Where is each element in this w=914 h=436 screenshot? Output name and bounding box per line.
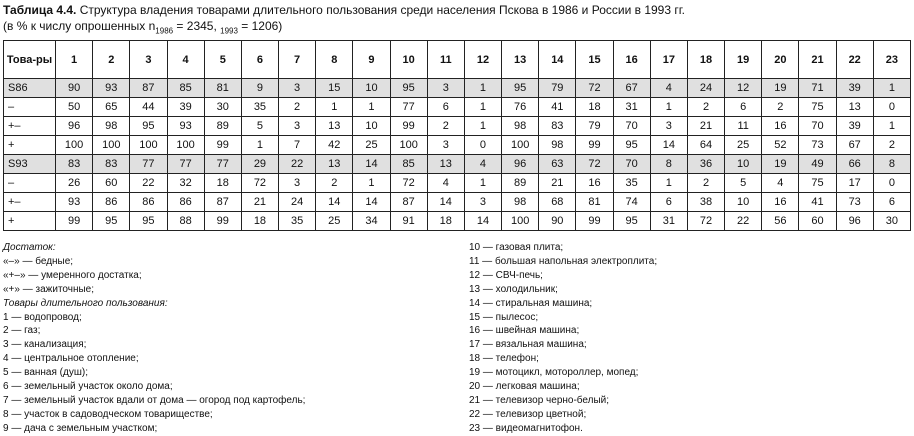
table-cell: 2 [427, 117, 464, 136]
table-cell: 21 [241, 193, 278, 212]
legend-item: 22 — телевизор цветной; [469, 408, 587, 420]
legend-item: Товары длительного пользования: [3, 297, 168, 309]
table-cell: 99 [204, 136, 241, 155]
table-cell: 2 [873, 136, 910, 155]
table-cell: 30 [873, 212, 910, 231]
table-cell: 100 [390, 136, 427, 155]
table-cell: 79 [539, 79, 576, 98]
table-cell: 35 [241, 98, 278, 117]
table-cell: 16 [762, 117, 799, 136]
table-cell: 16 [576, 174, 613, 193]
row-label: +– [4, 117, 56, 136]
table-cell: 66 [836, 155, 873, 174]
table-row [4, 98, 911, 117]
table-cell: 10 [353, 117, 390, 136]
table-cell: 2 [762, 98, 799, 117]
table-cell: 98 [502, 193, 539, 212]
subtitle-part: (в % к числу опрошенных n [3, 19, 156, 33]
table-cell: 3 [279, 117, 316, 136]
table-cell: 77 [390, 98, 427, 117]
legend-item: 15 — пылесос; [469, 311, 539, 323]
table-cell: 95 [390, 79, 427, 98]
table-cell: 90 [56, 79, 93, 98]
table-cell: 95 [93, 212, 130, 231]
table-cell: 1 [650, 174, 687, 193]
table-cell: 26 [56, 174, 93, 193]
ownership-table [3, 40, 911, 231]
table-cell: 3 [279, 174, 316, 193]
table-cell: 3 [427, 79, 464, 98]
table-cell: 19 [762, 79, 799, 98]
table-cell: 39 [167, 98, 204, 117]
legend-item: 5 — ванная (душ); [3, 367, 88, 379]
table-cell: 95 [130, 212, 167, 231]
table-cell: 98 [539, 136, 576, 155]
table-cell: 44 [130, 98, 167, 117]
table-cell: 99 [390, 117, 427, 136]
table-cell: 96 [502, 155, 539, 174]
table-cell: 100 [93, 136, 130, 155]
table-cell: 56 [762, 212, 799, 231]
column-header: 8 [316, 41, 353, 79]
table-cell: 87 [390, 193, 427, 212]
legend-item: 9 — дача с земельным участком; [3, 422, 158, 434]
table-cell: 72 [576, 79, 613, 98]
table-cell: 50 [56, 98, 93, 117]
table-cell: 60 [93, 174, 130, 193]
table-cell: 15 [316, 79, 353, 98]
column-header: 23 [873, 41, 910, 79]
column-header: 17 [650, 41, 687, 79]
table-cell: 86 [167, 193, 204, 212]
legend-item: 12 — СВЧ-печь; [469, 269, 543, 281]
table-cell: 2 [687, 98, 724, 117]
table-cell: 83 [93, 155, 130, 174]
table-cell: 1 [650, 98, 687, 117]
legend-left [3, 241, 305, 436]
column-header: 15 [576, 41, 613, 79]
column-header: 19 [725, 41, 762, 79]
table-cell: 95 [130, 117, 167, 136]
table-cell: 42 [316, 136, 353, 155]
column-header: 7 [279, 41, 316, 79]
legend-item: «–» — бедные; [3, 255, 74, 267]
table-row [4, 117, 911, 136]
table-row [4, 79, 911, 98]
table-cell: 1 [464, 79, 501, 98]
table-cell: 12 [725, 79, 762, 98]
row-label: +– [4, 193, 56, 212]
table-cell: 18 [427, 212, 464, 231]
row-label: – [4, 98, 56, 117]
table-cell: 70 [613, 155, 650, 174]
table-cell: 73 [836, 193, 873, 212]
table-cell: 1 [353, 174, 390, 193]
table-cell: 83 [56, 155, 93, 174]
table-cell: 39 [836, 79, 873, 98]
column-header: 18 [687, 41, 724, 79]
table-cell: 64 [687, 136, 724, 155]
table-cell: 10 [725, 193, 762, 212]
column-header: 10 [390, 41, 427, 79]
table-row [4, 212, 911, 231]
table-cell: 19 [762, 155, 799, 174]
table-cell: 99 [576, 212, 613, 231]
table-cell: 1 [873, 117, 910, 136]
table-cell: 3 [650, 117, 687, 136]
column-header: 3 [130, 41, 167, 79]
legend-item: 10 — газовая плита; [469, 242, 564, 253]
table-cell: 1 [316, 98, 353, 117]
table-cell: 38 [687, 193, 724, 212]
table-cell: 8 [650, 155, 687, 174]
table-cell: 67 [613, 79, 650, 98]
column-header: 16 [613, 41, 650, 79]
table-row [4, 193, 911, 212]
table-cell: 39 [836, 117, 873, 136]
column-header: 5 [204, 41, 241, 79]
table-cell: 91 [390, 212, 427, 231]
table-cell: 0 [873, 98, 910, 117]
table-cell: 68 [539, 193, 576, 212]
table-cell: 34 [353, 212, 390, 231]
table-cell: 41 [539, 98, 576, 117]
table-cell: 89 [204, 117, 241, 136]
table-cell: 13 [316, 155, 353, 174]
legend-item: 23 — видеомагнитофон. [469, 422, 583, 434]
table-cell: 2 [687, 174, 724, 193]
table-cell: 60 [799, 212, 836, 231]
table-cell: 4 [464, 155, 501, 174]
legend-item: «+» — зажиточные; [3, 283, 95, 295]
table-cell: 98 [93, 117, 130, 136]
table-cell: 1 [873, 79, 910, 98]
legend-item: 1 — водопровод; [3, 311, 82, 323]
table-cell: 31 [613, 98, 650, 117]
table-cell: 4 [650, 79, 687, 98]
table-cell: 4 [427, 174, 464, 193]
table-cell: 1 [464, 98, 501, 117]
table-cell: 4 [762, 174, 799, 193]
table-row [4, 155, 911, 174]
table-cell: 9 [241, 79, 278, 98]
table-row [4, 174, 911, 193]
column-header: 4 [167, 41, 204, 79]
table-cell: 72 [241, 174, 278, 193]
table-cell: 8 [873, 155, 910, 174]
legend-item: 18 — телефон; [469, 353, 539, 365]
table-cell: 14 [464, 212, 501, 231]
table-cell: 22 [279, 155, 316, 174]
table-cell: 70 [613, 117, 650, 136]
table-cell: 77 [167, 155, 204, 174]
table-cell: 72 [576, 155, 613, 174]
header-label: Това-ры [4, 41, 56, 79]
table-cell: 18 [576, 98, 613, 117]
table-cell: 63 [539, 155, 576, 174]
table-cell: 14 [427, 193, 464, 212]
legend-item: 14 — стиральная машина; [469, 297, 593, 309]
subtitle-part: = 1206) [237, 19, 283, 33]
table-cell: 100 [502, 212, 539, 231]
table-cell: 75 [799, 174, 836, 193]
table-cell: 89 [502, 174, 539, 193]
subtitle-index: 1986 [155, 26, 174, 36]
table-cell: 7 [279, 136, 316, 155]
column-header: 13 [502, 41, 539, 79]
subtitle-index: 1993 [220, 26, 238, 36]
table-cell: 49 [799, 155, 836, 174]
subtitle-part: = 2345, [173, 19, 221, 33]
column-header: 2 [93, 41, 130, 79]
table-cell: 99 [204, 212, 241, 231]
table-cell: 95 [613, 212, 650, 231]
row-label: S93 [4, 155, 56, 174]
table-title [3, 3, 685, 18]
table-cell: 95 [502, 79, 539, 98]
table-cell: 85 [390, 155, 427, 174]
table-cell: 24 [279, 193, 316, 212]
table-cell: 18 [204, 174, 241, 193]
table-cell: 17 [836, 174, 873, 193]
column-header: 11 [427, 41, 464, 79]
table-cell: 3 [464, 193, 501, 212]
table-cell: 1 [353, 98, 390, 117]
legend-item: 11 — большая напольная электроплита; [469, 255, 658, 267]
table-cell: 35 [613, 174, 650, 193]
row-label: – [4, 174, 56, 193]
table-cell: 29 [241, 155, 278, 174]
table-cell: 88 [167, 212, 204, 231]
table-cell: 70 [799, 117, 836, 136]
table-cell: 72 [687, 212, 724, 231]
table-cell: 41 [799, 193, 836, 212]
table-cell: 81 [204, 79, 241, 98]
table-cell: 65 [93, 98, 130, 117]
table-cell: 10 [725, 155, 762, 174]
row-label: S86 [4, 79, 56, 98]
table-cell: 35 [279, 212, 316, 231]
table-cell: 1 [241, 136, 278, 155]
table-cell: 87 [130, 79, 167, 98]
table-cell: 6 [427, 98, 464, 117]
table-cell: 36 [687, 155, 724, 174]
table-cell: 16 [762, 193, 799, 212]
table-cell: 13 [836, 98, 873, 117]
legend-item: 13 — холодильник; [469, 283, 558, 295]
table-cell: 1 [464, 117, 501, 136]
table-cell: 13 [316, 117, 353, 136]
table-cell: 2 [316, 174, 353, 193]
table-cell: 90 [539, 212, 576, 231]
table-cell: 21 [687, 117, 724, 136]
table-cell: 71 [799, 79, 836, 98]
table-cell: 99 [56, 212, 93, 231]
table-title-prefix: Таблица 4.4. [3, 3, 77, 17]
table-cell: 73 [799, 136, 836, 155]
table-cell: 32 [167, 174, 204, 193]
table-cell: 0 [464, 136, 501, 155]
table-cell: 85 [167, 79, 204, 98]
table-cell: 13 [427, 155, 464, 174]
column-header: 21 [799, 41, 836, 79]
table-cell: 99 [576, 136, 613, 155]
table-cell: 75 [799, 98, 836, 117]
legend-item: Достаток: [3, 242, 56, 253]
table-cell: 6 [873, 193, 910, 212]
table-cell: 22 [130, 174, 167, 193]
column-header: 20 [762, 41, 799, 79]
table-cell: 96 [836, 212, 873, 231]
table-cell: 21 [539, 174, 576, 193]
table-cell: 96 [56, 117, 93, 136]
table-subtitle [3, 19, 282, 38]
legend-item: 21 — телевизор черно-белый; [469, 394, 610, 406]
table-cell: 77 [204, 155, 241, 174]
column-header: 1 [56, 41, 93, 79]
table-cell: 76 [502, 98, 539, 117]
column-header: 22 [836, 41, 873, 79]
row-label: + [4, 212, 56, 231]
table-cell: 25 [725, 136, 762, 155]
legend-item: 4 — центральное отопление; [3, 353, 139, 365]
table-cell: 5 [241, 117, 278, 136]
legend-item: 16 — швейная машина; [469, 325, 580, 337]
table-cell: 14 [353, 193, 390, 212]
table-cell: 67 [836, 136, 873, 155]
table-header-row [4, 41, 911, 79]
legend-item: 19 — мотоцикл, мотороллер, мопед; [469, 367, 639, 379]
table-cell: 18 [241, 212, 278, 231]
table-cell: 6 [650, 193, 687, 212]
table-cell: 5 [725, 174, 762, 193]
table-cell: 93 [56, 193, 93, 212]
table-cell: 100 [130, 136, 167, 155]
legend-item: 8 — участок в садоводческом товариществе; [3, 408, 213, 420]
table-cell: 30 [204, 98, 241, 117]
table-cell: 14 [353, 155, 390, 174]
legend-item: 3 — канализация; [3, 339, 87, 351]
table-cell: 52 [762, 136, 799, 155]
legend-item: 2 — газ; [3, 325, 41, 337]
table-cell: 14 [650, 136, 687, 155]
legend-item: 6 — земельный участок около дома; [3, 381, 173, 393]
table-cell: 100 [167, 136, 204, 155]
table-cell: 3 [427, 136, 464, 155]
table-cell: 95 [613, 136, 650, 155]
table-cell: 2 [279, 98, 316, 117]
column-header: 6 [241, 41, 278, 79]
table-cell: 87 [204, 193, 241, 212]
table-title-text: Структура владения товарами длительного пользования среди населения Пскова в 1986 и России в 1993 гг. [76, 3, 685, 17]
table-cell: 83 [539, 117, 576, 136]
table-cell: 72 [390, 174, 427, 193]
table-cell: 3 [279, 79, 316, 98]
row-label: + [4, 136, 56, 155]
column-header: 14 [539, 41, 576, 79]
legend-right [469, 241, 657, 436]
table-cell: 79 [576, 117, 613, 136]
table-cell: 0 [873, 174, 910, 193]
table-cell: 10 [353, 79, 390, 98]
table-cell: 74 [613, 193, 650, 212]
legend-item: 20 — легковая машина; [469, 381, 580, 393]
table-row [4, 136, 911, 155]
table-cell: 98 [502, 117, 539, 136]
table-cell: 93 [167, 117, 204, 136]
table-cell: 14 [316, 193, 353, 212]
table-cell: 11 [725, 117, 762, 136]
table-cell: 1 [464, 174, 501, 193]
table-cell: 77 [130, 155, 167, 174]
table-cell: 24 [687, 79, 724, 98]
table-cell: 22 [725, 212, 762, 231]
legend-item: 17 — вязальная машина; [469, 339, 587, 351]
table-cell: 25 [316, 212, 353, 231]
column-header: 12 [464, 41, 501, 79]
table-cell: 100 [502, 136, 539, 155]
table-cell: 31 [650, 212, 687, 231]
column-header: 9 [353, 41, 390, 79]
table-cell: 6 [725, 98, 762, 117]
table-cell: 81 [576, 193, 613, 212]
table-cell: 86 [93, 193, 130, 212]
legend-item: «+–» — умеренного достатка; [3, 269, 142, 281]
table-cell: 86 [130, 193, 167, 212]
table-cell: 93 [93, 79, 130, 98]
legend-item: 7 — земельный участок вдали от дома — огород под картофель; [3, 394, 306, 406]
table-cell: 100 [56, 136, 93, 155]
table-cell: 25 [353, 136, 390, 155]
